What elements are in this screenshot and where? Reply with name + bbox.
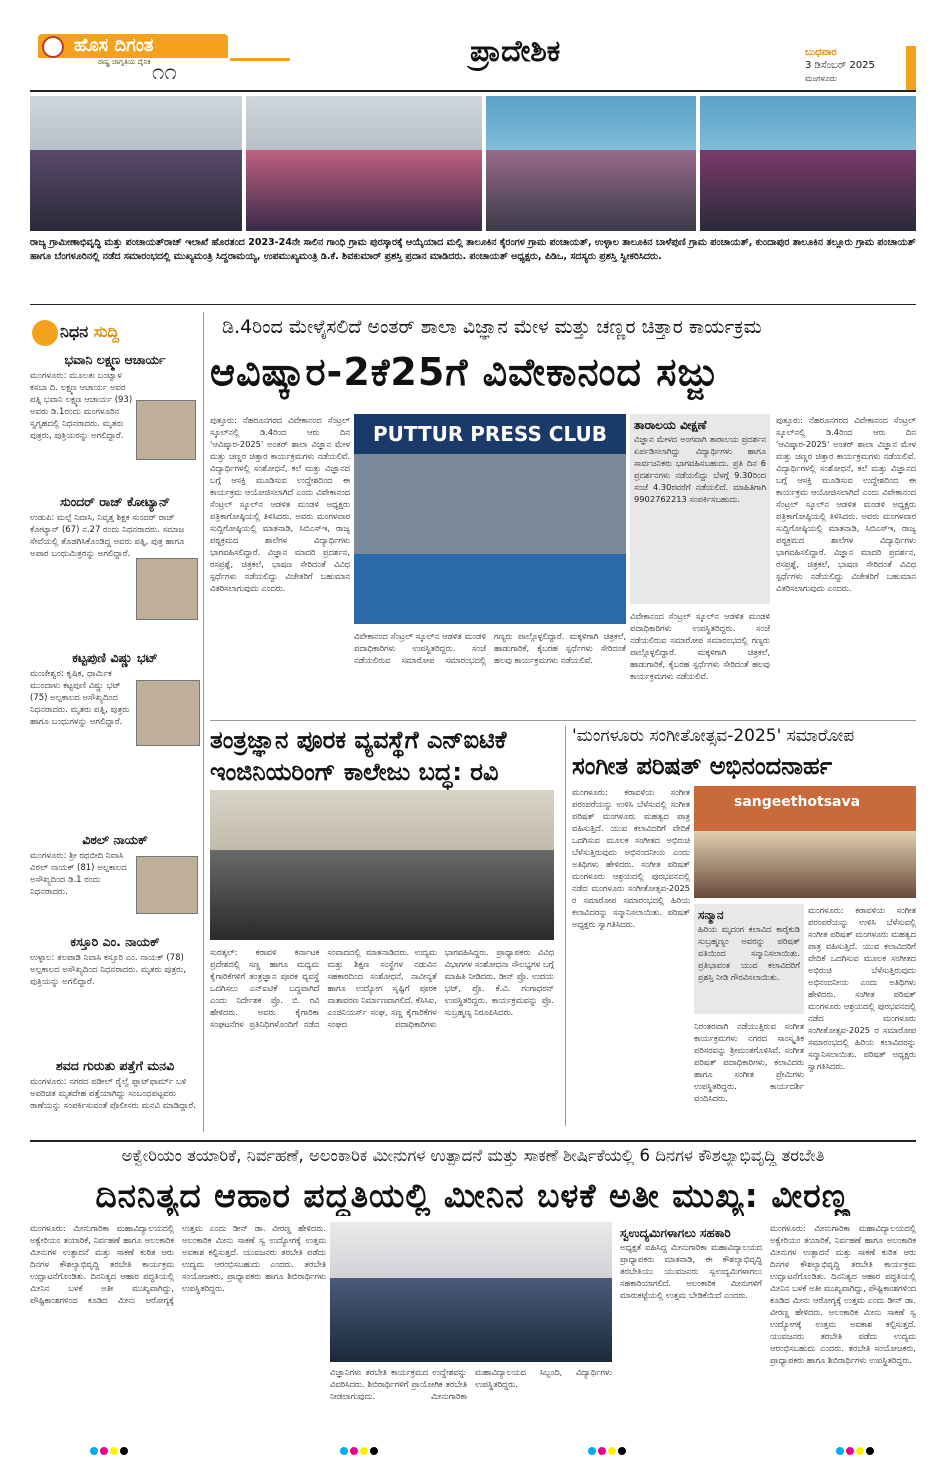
story-divider — [210, 720, 916, 721]
obituary-item: ಕಟ್ಟಪುಣಿ ವಿಷ್ಣು ಭಟ್ ಮಂಜೇಶ್ವರ: ಕೃಷಿಕ, ಧಾರ್ಮಿಕ ಮುಂದಾಳು ಕಟ್ಟಪುಣಿ ವಿಷ್ಣು ಭಟ್ (75) ಅಲ್ಪಕಾಲದ ಅಸೌಖ್ಯದಿಂದ ನಿಧನರಾದರು. ಮೃತರು ಪತ್ನಿ, ಪುತ್ರರು ಹಾಗೂ ಬಂಧುಗಳನ್ನು ಅಗಲಿದ್ದಾರೆ. — [30, 650, 200, 810]
obituary-photo — [136, 558, 198, 620]
notice-item: ಶವದ ಗುರುತು ಪತ್ತೆಗೆ ಮನವಿ ಮಂಗಳೂರು: ನಗರದ ಪಡೀಲ್ ರೈಲ್ವೆ ಪ್ಲಾಟ್‌ಫಾರ್ಮ್ ಬಳಿ ಅಪರಿಚಿತ ಮೃತದೇಹ ಪತ್ತೆಯಾಗಿದ್ದು ಸಂಬಂಧಪಟ್ಟವರು ಠಾಣೆಯನ್ನು ಸಂಪರ್ಕಿಸುವಂತೆ ಪೊಲೀಸರು ಮನವಿ ಮಾಡಿದ್ದಾರೆ. — [30, 1058, 196, 1111]
press-table — [354, 554, 626, 624]
music-kicker: 'ಮಂಗಳೂರು ಸಂಗೀತೋತ್ಸವ-2025' ಸಮಾರೋಪ — [572, 726, 855, 746]
press-meet-photo — [354, 414, 626, 624]
page-number: ೧೧ — [152, 60, 177, 85]
story-body: ಪುತ್ತೂರು: ನೆಹರೂನಗರದ ವಿವೇಕಾನಂದ ಸೆಂಟ್ರಲ್ ಸ್ಕೂಲ್‌ನಲ್ಲಿ ಡಿ.4ರಿಂದ ಆರು ದಿನ 'ಆವಿಷ್ಕಾರ-2025' ಅಂತರ್ ಶಾಲಾ ವಿಜ್ಞಾನ ಮೇಳ ಮತ್ತು ಚಣ್ಣರ ಚಿತ್ತಾರ ಕಾರ್ಯಕ್ರಮಗಳು ನಡೆಯಲಿವೆ. ವಿದ್ಯಾರ್ಥಿಗಳಲ್ಲಿ ಸಂಶೋಧನೆ, ಕಲೆ ಮತ್ತು ವಿಜ್ಞಾನದ ಬಗ್ಗೆ ಆಸಕ್ತಿ ಮೂಡಿಸುವ ಉದ್ದೇಶದಿಂದ ಈ ಕಾರ್ಯಕ್ರಮ ಆಯೋಜಿಸಲಾಗಿದೆ ಎಂದು ವಿವೇಕಾನಂದ ಸೆಂಟ್ರಲ್ ಸ್ಕೂಲ್‌ನ ಆಡಳಿತ ಮಂಡಳಿ ಅಧ್ಯಕ್ಷರು ಪತ್ರಿಕಾಗೋಷ್ಠಿಯಲ್ಲಿ ತಿಳಿಸಿದರು. ಅವರು ಮಂಗಳವಾರ ಸುದ್ದಿಗೋಷ್ಠಿಯಲ್ಲಿ ಮಾತನಾಡಿ, ಸಿಬಿಎಸ್‌ಇ, ರಾಜ್ಯ ಪಠ್ಯಕ್ರಮದ ಶಾಲೆಗಳ ವಿದ್ಯಾರ್ಥಿಗಳು ಭಾಗವಹಿಸಲಿದ್ದಾರೆ. ವಿಜ್ಞಾನ ಮಾದರಿ ಪ್ರದರ್ಶನ, ರಸಪ್ರಶ್ನೆ, ಚಿತ್ರಕಲೆ, ಭಾಷಣ ಸೇರಿದಂತೆ ವಿವಿಧ ಸ್ಪರ್ಧೆಗಳು ನಡೆಯಲಿದ್ದು ವಿಜೇತರಿಗೆ ಬಹುಮಾನ ವಿತರಿಸಲಾಗುವುದು ಎಂದರು. — [210, 415, 350, 593]
award-photo-3 — [486, 96, 696, 231]
fish-story-column: ಮಂಗಳೂರು: ಮೀನುಗಾರಿಕಾ ಮಹಾವಿದ್ಯಾಲಯದಲ್ಲಿ ಅಕ್ವೇರಿಯಂ ತಯಾರಿಕೆ, ನಿರ್ವಹಣೆ ಹಾಗೂ ಅಲಂಕಾರಿಕ ಮೀನುಗಳ ಉತ್ಪಾದನೆ ಮತ್ತು ಸಾಕಣೆ ಕುರಿತ ಆರು ದಿನಗಳ ಕೌಶಲ್ಯಾಭಿವೃದ್ಧಿ ತರಬೇತಿ ಕಾರ್ಯಕ್ರಮ ಉದ್ಘಾಟನೆಗೊಂಡಿತು. ದಿನನಿತ್ಯದ ಆಹಾರ ಪದ್ಧತಿಯಲ್ಲಿ ಮೀನಿನ ಬಳಕೆ ಅತೀ ಮುಖ್ಯವಾಗಿದ್ದು, ಪೌಷ್ಟಿಕಾಂಶಗಳಿಂದ ಕೂಡಿದ ಮೀನು ಆರೋಗ್ಯಕ್ಕೆ ಉತ್ತಮ ಎಂದು ಡೀನ್ ಡಾ. ವೀರಣ್ಣ ಹೇಳಿದರು. ಅಲಂಕಾರಿಕ ಮೀನು ಸಾಕಣೆ ಸ್ವ ಉದ್ಯೋಗಕ್ಕೆ ಉತ್ತಮ ಅವಕಾಶ ಕಲ್ಪಿಸುತ್ತದೆ. ಯುವಜನರು ತರಬೇತಿ ಪಡೆದು ಉದ್ಯಮ ಆರಂಭಿಸಬಹುದು ಎಂದರು. ತರಬೇತಿ ಸಂಯೋಜಕರು, ಪ್ರಾಧ್ಯಾಪಕರು ಹಾಗೂ ಶಿಬಿರಾರ್ಥಿಗಳು ಉಪಸ್ಥಿತರಿದ್ದರು. — [770, 1223, 916, 1365]
story-body-continued: ವಿವೇಕಾನಂದ ಸೆಂಟ್ರಲ್ ಸ್ಕೂಲ್‌ನ ಆಡಳಿತ ಮಂಡಳಿ ಪದಾಧಿಕಾರಿಗಳು ಉಪಸ್ಥಿತರಿದ್ದರು. ಸಂಜೆ ನಡೆಯಲಿರುವ ಸಮಾರೋಪ ಸಮಾರಂಭದಲ್ಲಿ ಗಣ್ಯರು ಪಾಲ್ಗೊಳ್ಳಲಿದ್ದಾರೆ. ಮಕ್ಕಳಿಗಾಗಿ ಚಿತ್ರಕಲೆ, ಹಾಡುಗಾರಿಕೆ, ಕೈಬರಹ ಸ್ಪರ್ಧೆಗಳು ಸೇರಿದಂತೆ ಹಲವು ಕಾರ್ಯಕ್ರಮಗಳು ನಡೆಯಲಿವೆ. — [354, 631, 626, 665]
obituary-photo — [136, 856, 198, 914]
self-employment-box — [616, 1222, 766, 1432]
obituary-photo — [136, 400, 196, 460]
print-registration-marks — [836, 1440, 876, 1459]
obituary-item: ಭವಾನಿ ಲಕ್ಷ್ಮಣ ಆಚಾರ್ಯ ಮಂಗಳೂರು: ಮೂಲತಃ ಬಂಟ್ವಾಳ ಕಸಬಾ ದಿ. ಲಕ್ಷ್ಮಣ ಆಚಾರ್ಯ ಅವರ ಪತ್ನಿ ಭವಾನಿ ಲಕ್ಷ್ಮಣ ಆಚಾರ್ಯ (93) ಅವರು ಡಿ.1ರಂದು ಮಂಗಳೂರಿನ ಸ್ವಗೃಹದಲ್ಲಿ ನಿಧನರಾದರು. ಮೃತರು ಪುತ್ರರು, ಪುತ್ರಿಯರನ್ನು ಅಗಲಿದ್ದಾರೆ. — [30, 352, 200, 472]
bottom-story-rule — [30, 1140, 916, 1142]
music-story-body: ಮಂಗಳೂರು: ಕರಾವಳಿಯ ಸಂಗೀತ ಪರಂಪರೆಯನ್ನು ಉಳಿಸಿ ಬೆಳೆಸುವಲ್ಲಿ ಸಂಗೀತ ಪರಿಷತ್ ಮಂಗಳೂರು ಮಹತ್ವದ ಪಾತ್ರ ವಹಿಸುತ್ತಿದೆ. ಯುವ ಕಲಾವಿದರಿಗೆ ವೇದಿಕೆ ಒದಗಿಸುವ ಮೂಲಕ ಸಂಗೀತದ ಅಭಿರುಚಿ ಬೆಳೆಸುತ್ತಿರುವುದು ಅಭಿನಂದನೀಯ ಎಂದು ಅತಿಥಿಗಳು ಹೇಳಿದರು. ಸಂಗೀತ ಪರಿಷತ್ ಮಂಗಳೂರು ಆಶ್ರಯದಲ್ಲಿ ಪುರಭವನದಲ್ಲಿ ನಡೆದ ಮಂಗಳೂರು ಸಂಗೀತೋತ್ಸವ-2025 ರ ಸಮಾರೋಪ ಸಮಾರಂಭದಲ್ಲಿ ಹಿರಿಯ ಕಲಾವಿದರನ್ನು ಸನ್ಮಾನಿಸಲಾಯಿತು. ಪರಿಷತ್ ಅಧ್ಯಕ್ಷರು ಸ್ವಾಗತಿಸಿದರು. — [572, 787, 690, 929]
press-club-banner: PUTTUR PRESS CLUB — [354, 414, 626, 454]
fish-story-body: ಮಂಗಳೂರು: ಮೀನುಗಾರಿಕಾ ಮಹಾವಿದ್ಯಾಲಯದಲ್ಲಿ ಅಕ್ವೇರಿಯಂ ತಯಾರಿಕೆ, ನಿರ್ವಹಣೆ ಹಾಗೂ ಅಲಂಕಾರಿಕ ಮೀನುಗಳ ಉತ್ಪಾದನೆ ಮತ್ತು ಸಾಕಣೆ ಕುರಿತ ಆರು ದಿನಗಳ ಕೌಶಲ್ಯಾಭಿವೃದ್ಧಿ ತರಬೇತಿ ಕಾರ್ಯಕ್ರಮ ಉದ್ಘಾಟನೆಗೊಂಡಿತು. ದಿನನಿತ್ಯದ ಆಹಾರ ಪದ್ಧತಿಯಲ್ಲಿ ಮೀನಿನ ಬಳಕೆ ಅತೀ ಮುಖ್ಯವಾಗಿದ್ದು, ಪೌಷ್ಟಿಕಾಂಶಗಳಿಂದ ಕೂಡಿದ ಮೀನು ಆರೋಗ್ಯಕ್ಕೆ ಉತ್ತಮ ಎಂದು ಡೀನ್ ಡಾ. ವೀರಣ್ಣ ಹೇಳಿದರು. ಅಲಂಕಾರಿಕ ಮೀನು ಸಾಕಣೆ ಸ್ವ ಉದ್ಯೋಗಕ್ಕೆ ಉತ್ತಮ ಅವಕಾಶ ಕಲ್ಪಿಸುತ್ತದೆ. ಯುವಜನರು ತರಬೇತಿ ಪಡೆದು ಉದ್ಯಮ ಆರಂಭಿಸಬಹುದು ಎಂದರು. ತರಬೇತಿ ಸಂಯೋಜಕರು, ಪ್ರಾಧ್ಯಾಪಕರು ಹಾಗೂ ಶಿಬಿರಾರ್ಥಿಗಳು ಉಪಸ್ಥಿತರಿದ್ದರು. — [30, 1223, 326, 1305]
music-banner-text: sangeethotsava — [734, 794, 861, 810]
sidebar-divider — [203, 312, 204, 1132]
print-registration-marks — [588, 1440, 628, 1459]
masthead-orange-bar — [906, 46, 916, 90]
logo-emblem-icon — [42, 36, 64, 58]
print-registration-marks — [340, 1440, 380, 1459]
masthead-rule — [30, 90, 916, 92]
obituary-flame-icon — [32, 320, 58, 346]
felicitation-box-title: ಸನ್ಮಾನ — [698, 908, 724, 922]
nitk-story-body: ಸುರತ್ಕಲ್: ಕರಾವಳಿ ಕರ್ನಾಟಕ ಪ್ರದೇಶದಲ್ಲಿ ಸಣ್ಣ ಹಾಗೂ ಮಧ್ಯಮ ಕೈಗಾರಿಕೆಗಳಿಗೆ ತಂತ್ರಜ್ಞಾನ ಪೂರಕ ವ್ಯವಸ್ಥೆ ಒದಗಿಸಲು ಎನ್‌ಐಟಿಕೆ ಬದ್ಧವಾಗಿದೆ ಎಂದು ನಿರ್ದೇಶಕ ಪ್ರೊ. ಬಿ. ರವಿ ಹೇಳಿದರು. ಅವರು ಕೈಗಾರಿಕಾ ಸಂಘಟನೆಗಳ ಪ್ರತಿನಿಧಿಗಳೊಂದಿಗೆ ನಡೆದ ಸಂವಾದದಲ್ಲಿ ಮಾತನಾಡಿದರು. ಉದ್ಯಮ ಮತ್ತು ಶಿಕ್ಷಣ ಸಂಸ್ಥೆಗಳ ನಡುವಿನ ಸಹಕಾರದಿಂದ ಸಂಶೋಧನೆ, ನಾವೀನ್ಯತೆ ಹಾಗೂ ಉದ್ಯೋಗ ಸೃಷ್ಟಿಗೆ ಪೂರಕ ವಾತಾವರಣ ನಿರ್ಮಾಣವಾಗಲಿದೆ. ಕೆಸಿಸಿಐ, ಎಂಜಿನಿಯರ್ಸ್ ಸಂಘ, ಸಣ್ಣ ಕೈಗಾರಿಕೆಗಳ ಸಂಘದ ಪದಾಧಿಕಾರಿಗಳು ಭಾಗವಹಿಸಿದ್ದರು. ಪ್ರಾಧ್ಯಾಪಕರು ವಿವಿಧ ವಿಭಾಗಗಳ ಸಂಶೋಧನಾ ಸೌಲಭ್ಯಗಳ ಬಗ್ಗೆ ಮಾಹಿತಿ ನೀಡಿದರು. ಡೀನ್ ಪ್ರೊ. ಉದಯ ಭಟ್, ಪ್ರೊ. ಕೆ.ವಿ. ಗಂಗಾಧರನ್ ಉಪಸ್ಥಿತರಿದ್ದರು. ಕಾರ್ಯಕ್ರಮವನ್ನು ಪ್ರೊ. ಸುಬ್ರಹ್ಮಣ್ಯ ನಿರೂಪಿಸಿದರು. — [210, 947, 554, 1029]
award-photo-2 — [246, 96, 482, 231]
planetarium-box-body: ವಿಜ್ಞಾನ ಮೇಳದ ಅಂಗವಾಗಿ ತಾರಾಲಯ ಪ್ರದರ್ಶನ ಏರ್ಪಡಿಸಲಾಗಿದ್ದು ವಿದ್ಯಾರ್ಥಿಗಳು ಹಾಗೂ ಸಾರ್ವಜನಿಕರು ಭಾಗವಹಿಸಬಹುದು. ಪ್ರತಿ ದಿನ 6 ಪ್ರದರ್ಶನಗಳು ನಡೆಯಲಿದ್ದು ಬೆಳಗ್ಗೆ 9.30ರಿಂದ ಸಂಜೆ 4.30ರವರೆಗೆ ನಡೆಯಲಿದೆ. ಮಾಹಿತಿಗಾಗಿ 9902762213 ಸಂಪರ್ಕಿಸಬಹುದು. — [634, 434, 766, 504]
date-text: 3 ಡಿಸೆಂಬರ್ 2025 — [805, 60, 875, 71]
obituary-title: ನಿಧನ ಸುದ್ದಿ — [60, 322, 120, 341]
planetarium-box-title: ತಾರಾಲಯ ವೀಕ್ಷಣೆ — [634, 418, 707, 432]
award-photo-1 — [30, 96, 242, 231]
obituary-item: ಸುಂದರ್ ರಾಜ್ ಕೋಟ್ಯಾನ್ ಉಡುಪಿ: ಮಲ್ಪೆ ನಿವಾಸಿ, ನಿವೃತ್ತ ಶಿಕ್ಷಕ ಸುಂದರ್ ರಾಜ್ ಕೋಟ್ಯಾನ್ (67) ನ.27 ರಂದು ನಿಧನರಾದರು. ಸಮಾಜ ಸೇವೆಯಲ್ಲಿ ತೊಡಗಿಸಿಕೊಂಡಿದ್ದ ಅವರು ಪತ್ನಿ, ಪುತ್ರ ಹಾಗೂ ಅಪಾರ ಬಂಧುಮಿತ್ರರನ್ನು ಅಗಲಿದ್ದಾರೆ. — [30, 494, 200, 624]
date-day: ಬುಧವಾರ — [805, 47, 837, 58]
story-body-column: ವಿವೇಕಾನಂದ ಸೆಂಟ್ರಲ್ ಸ್ಕೂಲ್‌ನ ಆಡಳಿತ ಮಂಡಳಿ ಪದಾಧಿಕಾರಿಗಳು ಉಪಸ್ಥಿತರಿದ್ದರು. ಸಂಜೆ ನಡೆಯಲಿರುವ ಸಮಾರೋಪ ಸಮಾರಂಭದಲ್ಲಿ ಗಣ್ಯರು ಪಾಲ್ಗೊಳ್ಳಲಿದ್ದಾರೆ. ಮಕ್ಕಳಿಗಾಗಿ ಚಿತ್ರಕಲೆ, ಹಾಡುಗಾರಿಕೆ, ಕೈಬರಹ ಸ್ಪರ್ಧೆಗಳು ಸೇರಿದಂತೆ ಹಲವು ಕಾರ್ಯಕ್ರಮಗಳು ನಡೆಯಲಿವೆ. — [630, 611, 770, 681]
story-headline: ಆವಿಷ್ಕಾರ-2ಕೆ25ಗೆ ವಿವೇಕಾನಂದ ಸಜ್ಜು — [210, 350, 719, 394]
print-registration-marks — [90, 1440, 130, 1459]
obituary-header — [30, 318, 192, 348]
self-employment-box-body: ಅಧ್ಯಕ್ಷತೆ ವಹಿಸಿದ್ದ ಮೀನುಗಾರಿಕಾ ಮಹಾವಿದ್ಯಾಲಯದ ಪ್ರಾಧ್ಯಾಪಕರು ಮಾತನಾಡಿ, ಈ ಕೌಶಲ್ಯಾಭಿವೃದ್ಧಿ ತರಬೇತಿಯು ಯುವಜನರು ಸ್ವಉದ್ಯಮಿಗಳಾಗಲು ಸಹಕಾರಿಯಾಗಲಿದೆ. ಅಲಂಕಾರಿಕ ಮೀನುಗಳಿಗೆ ಮಾರುಕಟ್ಟೆಯಲ್ಲಿ ಉತ್ತಮ ಬೇಡಿಕೆಯಿದೆ ಎಂದರು. — [620, 1242, 762, 1300]
fish-headline: ದಿನನಿತ್ಯದ ಆಹಾರ ಪದ್ಧತಿಯಲ್ಲಿ ಮೀನಿನ ಬಳಕೆ ಅತೀ ಮುಖ್ಯ: ವೀರಣ್ಣ — [95, 1176, 851, 1215]
obituary-item: ಕಸ್ತೂರಿ ಎಂ. ನಾಯಕ್ ಉಳ್ಳಾಲ: ತಲಪಾಡಿ ನಿವಾಸಿ ಕಸ್ತೂರಿ ಎಂ. ನಾಯಕ್ (78) ಅಲ್ಪಕಾಲದ ಅಸೌಖ್ಯದಿಂದ ನಿಧನರಾದರು. ಮೃತರು ಪುತ್ರರು, ಪುತ್ರಿಯನ್ನು ಅಗಲಿದ್ದಾರೆ. — [30, 934, 187, 987]
self-employment-box-title: ಸ್ವಉದ್ಯಮಿಗಳಾಗಲು ಸಹಕಾರಿ — [620, 1226, 731, 1240]
story-body-column: ಪುತ್ತೂರು: ನೆಹರೂನಗರದ ವಿವೇಕಾನಂದ ಸೆಂಟ್ರಲ್ ಸ್ಕೂಲ್‌ನಲ್ಲಿ ಡಿ.4ರಿಂದ ಆರು ದಿನ 'ಆವಿಷ್ಕಾರ-2025' ಅಂತರ್ ಶಾಲಾ ವಿಜ್ಞಾನ ಮೇಳ ಮತ್ತು ಚಣ್ಣರ ಚಿತ್ತಾರ ಕಾರ್ಯಕ್ರಮಗಳು ನಡೆಯಲಿವೆ. ವಿದ್ಯಾರ್ಥಿಗಳಲ್ಲಿ ಸಂಶೋಧನೆ, ಕಲೆ ಮತ್ತು ವಿಜ್ಞಾನದ ಬಗ್ಗೆ ಆಸಕ್ತಿ ಮೂಡಿಸುವ ಉದ್ದೇಶದಿಂದ ಈ ಕಾರ್ಯಕ್ರಮ ಆಯೋಜಿಸಲಾಗಿದೆ ಎಂದು ವಿವೇಕಾನಂದ ಸೆಂಟ್ರಲ್ ಸ್ಕೂಲ್‌ನ ಆಡಳಿತ ಮಂಡಳಿ ಅಧ್ಯಕ್ಷರು ಪತ್ರಿಕಾಗೋಷ್ಠಿಯಲ್ಲಿ ತಿಳಿಸಿದರು. ಅವರು ಮಂಗಳವಾರ ಸುದ್ದಿಗೋಷ್ಠಿಯಲ್ಲಿ ಮಾತನಾಡಿ, ಸಿಬಿಎಸ್‌ಇ, ರಾಜ್ಯ ಪಠ್ಯಕ್ರಮದ ಶಾಲೆಗಳ ವಿದ್ಯಾರ್ಥಿಗಳು ಭಾಗವಹಿಸಲಿದ್ದಾರೆ. ವಿಜ್ಞಾನ ಮಾದರಿ ಪ್ರದರ್ಶನ, ರಸಪ್ರಶ್ನೆ, ಚಿತ್ರಕಲೆ, ಭಾಷಣ ಸೇರಿದಂತೆ ವಿವಿಧ ಸ್ಪರ್ಧೆಗಳು ನಡೆಯಲಿದ್ದು ವಿಜೇತರಿಗೆ ಬಹುಮಾನ ವಿತರಿಸಲಾಗುವುದು ಎಂದರು. — [776, 415, 916, 593]
fish-story-body-continued: ವಿಜ್ಞಾನಿಗಳು ತರಬೇತಿ ಕಾರ್ಯಕ್ರಮದ ಉದ್ದೇಶವನ್ನು ವಿವರಿಸಿದರು. ಶಿಬಿರಾರ್ಥಿಗಳಿಗೆ ಪ್ರಾಯೋಗಿಕ ತರಬೇತಿ ನೀಡಲಾಗುವುದು. ಮೀನುಗಾರಿಕಾ ಮಹಾವಿದ್ಯಾಲಯದ ಸಿಬ್ಬಂದಿ, ವಿದ್ಯಾರ್ಥಿಗಳು ಉಪಸ್ಥಿತರಿದ್ದರು. — [330, 1367, 612, 1401]
story-kicker: ಡಿ.4ರಿಂದ ಮೇಳೈಸಲಿದೆ ಅಂತರ್ ಶಾಲಾ ವಿಜ್ಞಾನ ಮೇಳ ಮತ್ತು ಚಣ್ಣರ ಚಿತ್ತಾರ ಕಾರ್ಯಕ್ರಮ — [222, 316, 762, 338]
section-title: ಪ್ರಾದೇಶಿಕ — [470, 34, 561, 69]
planetarium-box — [630, 414, 770, 604]
nitk-headline-line1: ತಂತ್ರಜ್ಞಾನ ಪೂರಕ ವ್ಯವಸ್ಥೆಗೆ ಎನ್‌ಐಟಿಕೆ — [210, 726, 507, 754]
music-story-column: ಮಂಗಳೂರು: ಕರಾವಳಿಯ ಸಂಗೀತ ಪರಂಪರೆಯನ್ನು ಉಳಿಸಿ ಬೆಳೆಸುವಲ್ಲಿ ಸಂಗೀತ ಪರಿಷತ್ ಮಂಗಳೂರು ಮಹತ್ವದ ಪಾತ್ರ ವಹಿಸುತ್ತಿದೆ. ಯುವ ಕಲಾವಿದರಿಗೆ ವೇದಿಕೆ ಒದಗಿಸುವ ಮೂಲಕ ಸಂಗೀತದ ಅಭಿರುಚಿ ಬೆಳೆಸುತ್ತಿರುವುದು ಅಭಿನಂದನೀಯ ಎಂದು ಅತಿಥಿಗಳು ಹೇಳಿದರು. ಸಂಗೀತ ಪರಿಷತ್ ಮಂಗಳೂರು ಆಶ್ರಯದಲ್ಲಿ ಪುರಭವನದಲ್ಲಿ ನಡೆದ ಮಂಗಳೂರು ಸಂಗೀತೋತ್ಸವ-2025 ರ ಸಮಾರೋಪ ಸಮಾರಂಭದಲ್ಲಿ ಹಿರಿಯ ಕಲಾವಿದರನ್ನು ಸನ್ಮಾನಿಸಲಾಯಿತು. ಪರಿಷತ್ ಅಧ್ಯಕ್ಷರು ಸ್ವಾಗತಿಸಿದರು. — [808, 905, 916, 1071]
masthead-accent-line — [230, 58, 290, 61]
felicitation-box — [694, 904, 804, 1014]
fish-kicker: ಅಕ್ವೇರಿಯಂ ತಯಾರಿಕೆ, ನಿರ್ವಹಣೆ, ಅಲಂಕಾರಿಕ ಮೀನುಗಳ ಉತ್ಪಾದನೆ ಮತ್ತು ಸಾಕಣೆ ಶೀರ್ಷಿಕೆಯಲ್ಲಿ 6 ದಿನಗಳ ಕೌಶಲ್ಯಾಭಿವೃದ್ಧಿ ತರಬೇತಿ — [121, 1146, 825, 1165]
nitk-headline-line2: ಇಂಜಿನಿಯರಿಂಗ್ ಕಾಲೇಜು ಬದ್ಧ: ರವಿ — [210, 758, 499, 786]
nitk-meeting-photo — [210, 790, 554, 940]
award-photo-4 — [700, 96, 916, 231]
award-caption: ರಾಜ್ಯ ಗ್ರಾಮೀಣಾಭಿವೃದ್ಧಿ ಮತ್ತು ಪಂಚಾಯತ್‌ರಾಜ್ ಇಲಾಖೆ ಹೊರತಂದ 2023-24ನೇ ಸಾಲಿನ ಗಾಂಧಿ ಗ್ರಾಮ ಪುರಸ್ಕಾರಕ್ಕೆ ಆಯ್ಕೆಯಾದ ಮಲ್ಲಿ ತಾಲೂಕಿನ ಕೈರಂಗಳ ಗ್ರಾಮ ಪಂಚಾಯತ್, ಉಳ್ಳಾಲ ತಾಲೂಕಿನ ಬಾಳೆಪುಣಿ ಗ್ರಾಮ ಪಂಚಾಯತ್, ಕುಂದಾಪುರ ತಾಲೂಕಿನ ತಲ್ಲೂರು ಗ್ರಾಮ ಪಂಚಾಯತ್ ಹಾಗೂ ಬೆಂಗಳೂರಿನಲ್ಲಿ ನಡೆದ ಸಮಾರಂಭದಲ್ಲಿ ಮುಖ್ಯಮಂತ್ರಿ ಸಿದ್ದರಾಮಯ್ಯ, ಉಪಮುಖ್ಯಮಂತ್ರಿ ಡಿ.ಕೆ. ಶಿವಕುಮಾರ್ ಪ್ರಶಸ್ತಿ ಪ್ರದಾನ ಮಾಡಿದರು. ಪಂಚಾಯತ್ ಅಧ್ಯಕ್ಷರು, ಪಿಡಿಒ, ಸದಸ್ಯರು ಪ್ರಶಸ್ತಿ ಸ್ವೀಕರಿಸಿದರು. — [30, 237, 916, 262]
logo-title: ಹೊಸ ದಿಗಂತ — [38, 34, 228, 58]
caption-rule — [30, 304, 916, 305]
music-story-column: ನಿರಂತರವಾಗಿ ನಡೆಯುತ್ತಿರುವ ಸಂಗೀತ ಕಾರ್ಯಕ್ರಮಗಳು ನಗರದ ಸಾಂಸ್ಕೃತಿಕ ಪರಿಸರವನ್ನು ಶ್ರೀಮಂತಗೊಳಿಸಿವೆ. ಸಂಗೀತ ಪರಿಷತ್ ಪದಾಧಿಕಾರಿಗಳು, ಕಲಾವಿದರು ಹಾಗೂ ಸಂಗೀತ ಪ್ರೇಮಿಗಳು ಉಪಸ್ಥಿತರಿದ್ದರು. ಕಾರ್ಯದರ್ಶಿ ವಂದಿಸಿದರು. — [694, 1021, 804, 1103]
felicitation-box-body: ಹಿರಿಯ ಮೃದಂಗ ಕಲಾವಿದ ಕಾರೈಕುಡಿ ಸುಬ್ರಹ್ಮಣ್ಯಂ ಅವರನ್ನು ಪರಿಷತ್ ವತಿಯಿಂದ ಸನ್ಮಾನಿಸಲಾಯಿತು. ಪ್ರತಿಭಾವಂತ ಯುವ ಕಲಾವಿದರಿಗೆ ಪ್ರಶಸ್ತಿ ನೀಡಿ ಗೌರವಿಸಲಾಯಿತು. — [698, 924, 800, 982]
obituary-item: ವಿಠಲ್ ನಾಯಕ್ ಮಂಗಳೂರು: ಶ್ರೀ ರಥಬೀದಿ ನಿವಾಸಿ ವಿಠಲ್ ನಾಯಕ್ (81) ಅಲ್ಪಕಾಲದ ಅಸೌಖ್ಯದಿಂದ ಡಿ.1 ರಂದು ನಿಧನರಾದರು. — [30, 832, 200, 932]
music-event-photo — [694, 786, 916, 898]
masthead-logo — [38, 34, 228, 85]
logo-tagline: ರಾಷ್ಟ್ರ ಜಾಗೃತಿಯ ದೈನಿಕ — [98, 58, 151, 66]
fish-training-photo — [330, 1222, 612, 1362]
date-city: ಮಂಗಳೂರು — [805, 74, 837, 83]
column-divider — [565, 726, 566, 1126]
obituary-photo — [136, 680, 200, 746]
music-headline: ಸಂಗೀತ ಪರಿಷತ್ ಅಭಿನಂದನಾರ್ಹ — [572, 752, 833, 780]
date-block — [805, 46, 875, 85]
